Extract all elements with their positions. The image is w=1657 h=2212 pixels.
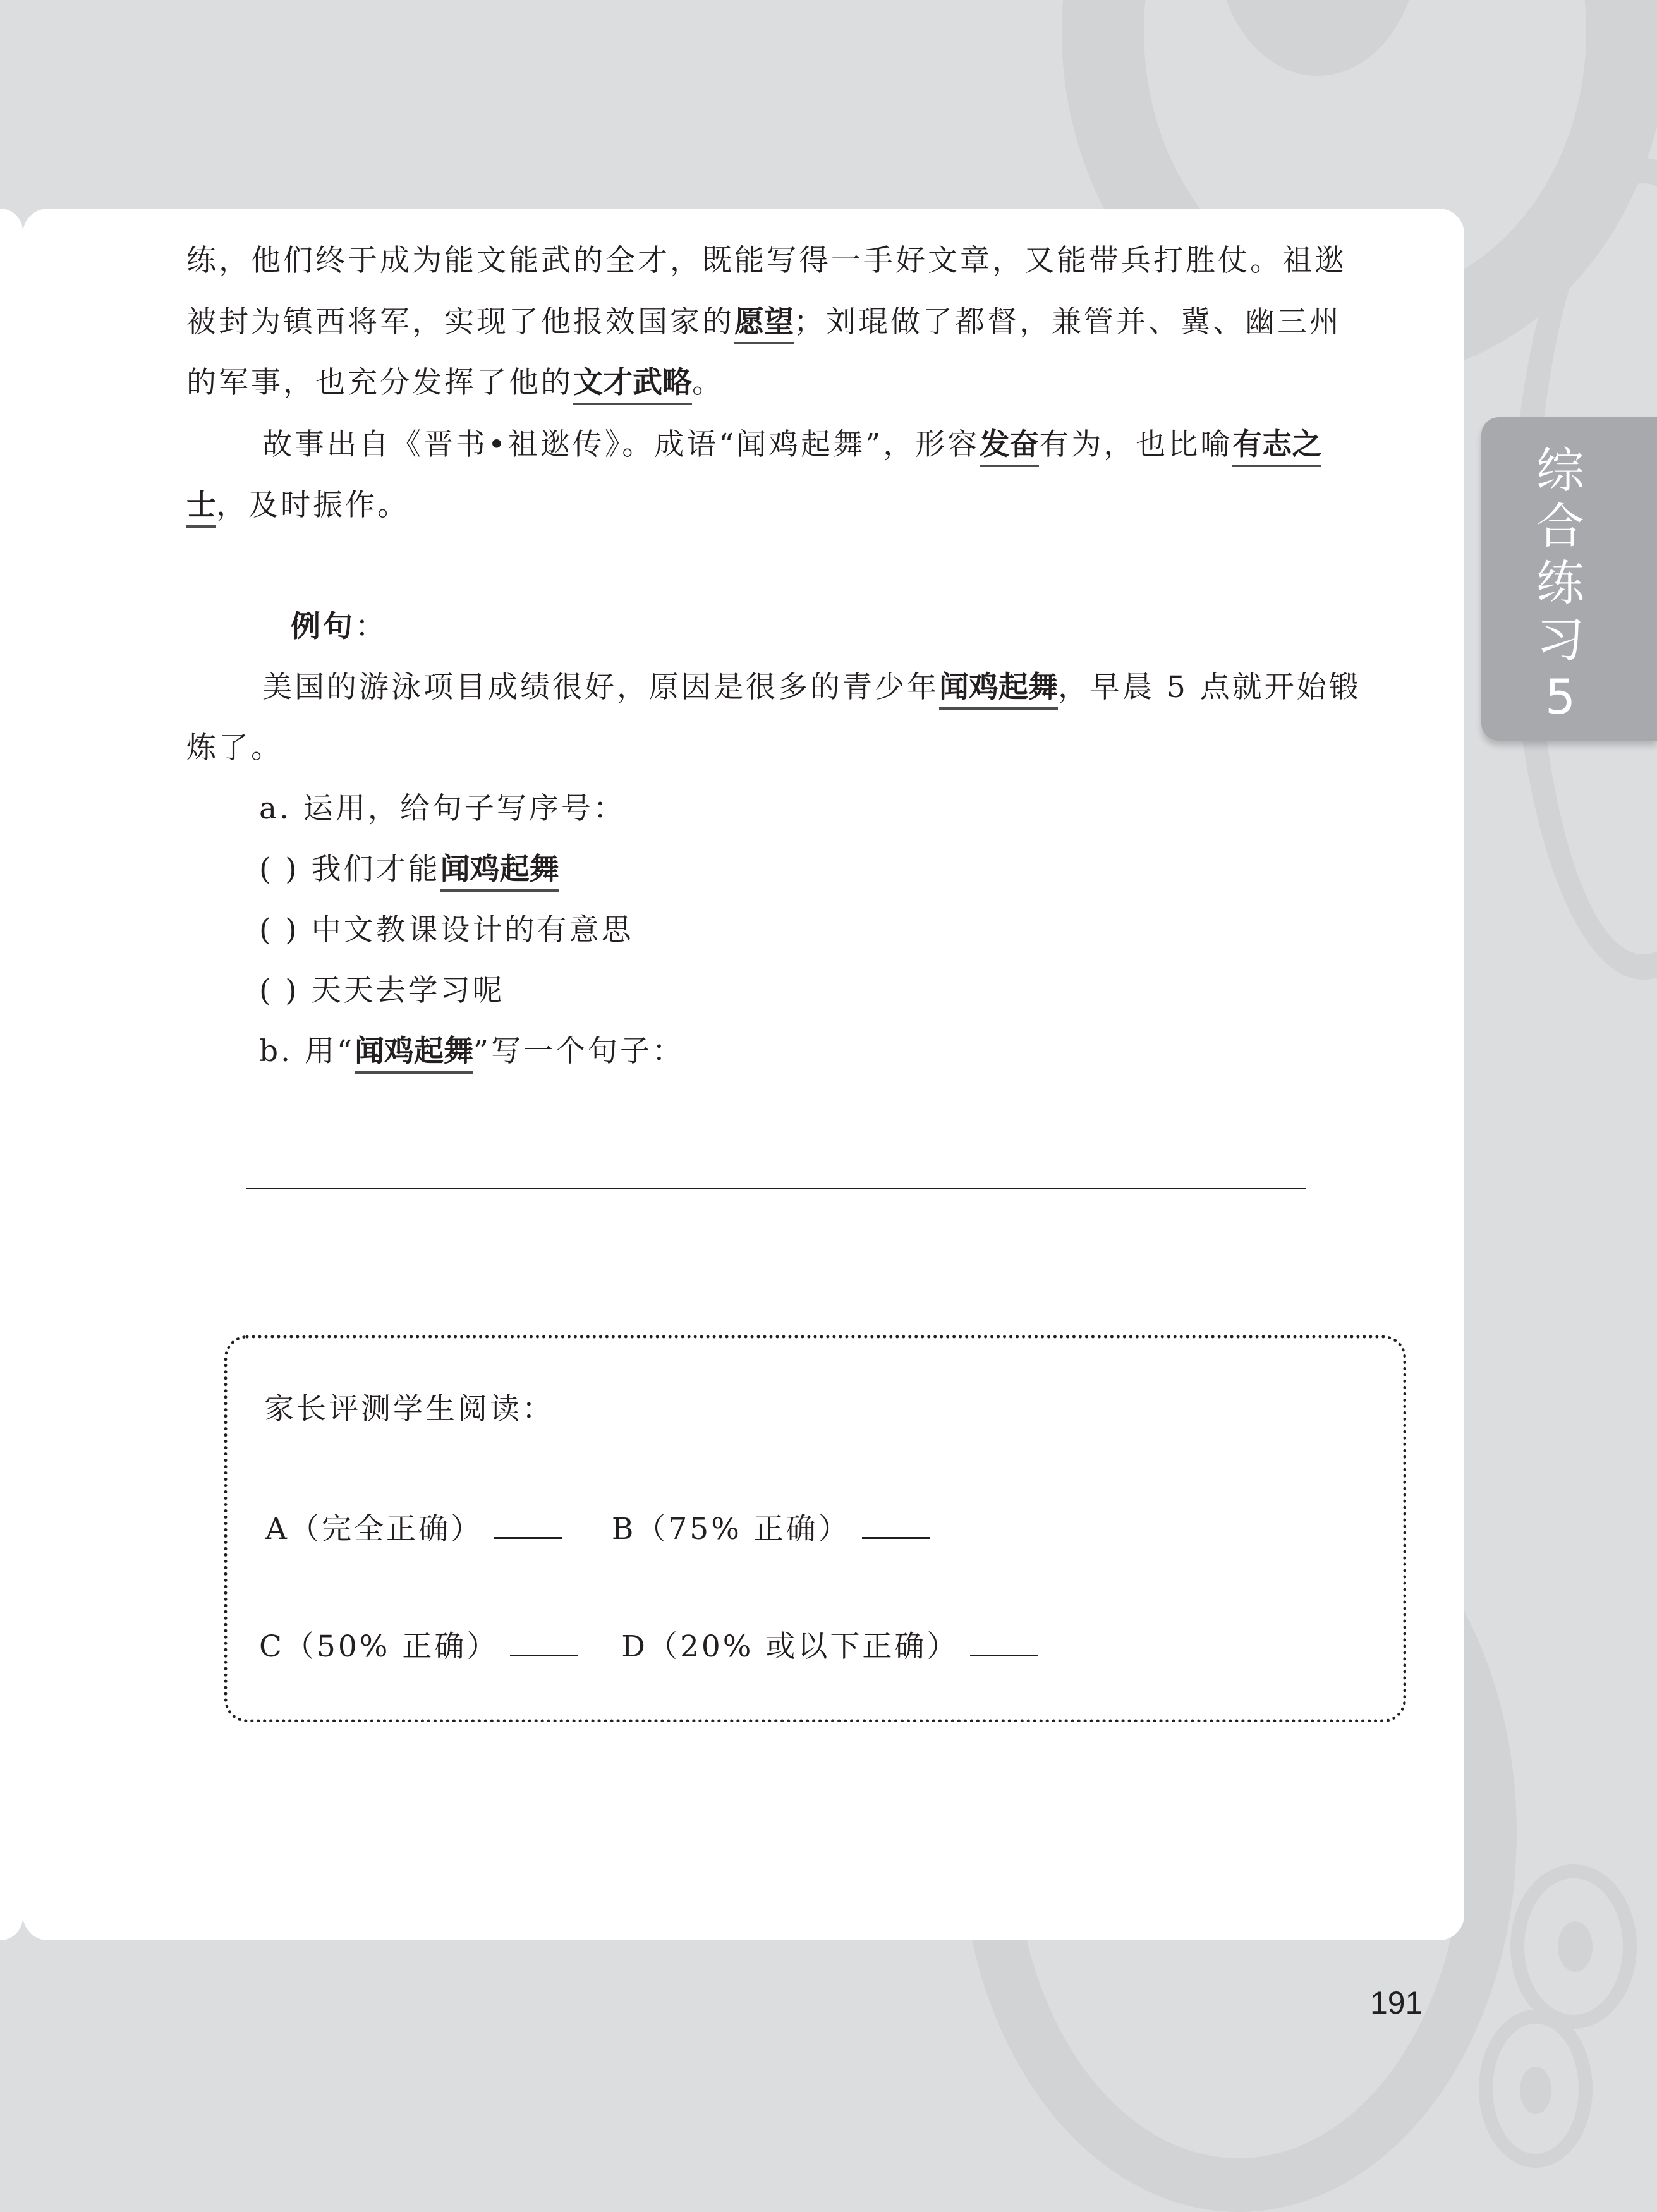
bg-circle-bottom-small-1-dot — [1558, 1921, 1593, 1972]
option-a-label: A（完全正确） — [265, 1512, 483, 1547]
vocab-yuanwang: 愿望 — [734, 305, 794, 344]
story-line-1: 练，他们终于成为能文能武的全才，既能写得一手好文章，又能带兵打胜仗。祖逖 — [186, 243, 1347, 278]
example-line-2: 炼了。 — [186, 731, 283, 765]
story-line-3-pre: 的军事，也充分发挥了他的 — [186, 365, 573, 400]
option-b-label: B（75% 正确） — [611, 1512, 851, 1547]
bg-circle-bottom-small-2-dot — [1520, 2067, 1551, 2114]
option-c-label: C（50% 正确） — [259, 1629, 499, 1664]
example-line-1 — [262, 669, 1361, 707]
option-d-blank[interactable] — [970, 1655, 1038, 1656]
option-c-blank[interactable] — [510, 1655, 578, 1656]
bg-circle-top-inner — [1217, 0, 1419, 76]
exercise-b-pre: b. 用“ — [259, 1034, 355, 1069]
order-blank-2[interactable]: ( ) — [259, 913, 300, 947]
story-line-2 — [186, 303, 1342, 341]
story-line-2-pre: 被封为镇西将军，实现了他报效国家的 — [186, 305, 734, 339]
evaluation-title: 家长评测学生阅读： — [264, 1392, 554, 1426]
example-heading-label: 例句 — [291, 609, 355, 644]
side-tab-char-1: 综 — [1536, 442, 1584, 499]
example-heading — [291, 608, 387, 646]
story-line-4 — [262, 426, 1321, 464]
side-tab-char-3: 练 — [1536, 555, 1584, 611]
exercise-item-3-text: 天天去学习呢 — [311, 973, 505, 1008]
exercise-b-post: ”写一个句子： — [473, 1034, 685, 1069]
vocab-wencaiwulue: 文才武略 — [573, 365, 692, 405]
bg-circle-bottom-small-1 — [1510, 1864, 1637, 2029]
story-line-3-post: 。 — [692, 365, 724, 400]
exercise-item-2 — [259, 911, 634, 949]
story-line-4-pre: 故事出自《晋书•祖逖传》。成语“闻鸡起舞”，形容 — [262, 427, 980, 462]
page-number: 191 — [1370, 1985, 1423, 2021]
idiom-wenjiqiwu: 闻鸡起舞 — [939, 670, 1058, 710]
order-blank-1[interactable]: ( ) — [259, 852, 300, 887]
evaluation-row-2 — [259, 1628, 1038, 1666]
exercise-item-1 — [259, 851, 559, 889]
sentence-answer-line[interactable] — [246, 1188, 1306, 1189]
chapter-side-tab — [1481, 417, 1657, 741]
example-heading-colon: ： — [355, 609, 387, 644]
side-tab-char-2: 合 — [1536, 498, 1584, 554]
exercise-item-1-text: 我们才能 — [311, 852, 440, 887]
story-line-5-post: ，及时振作。 — [216, 488, 410, 523]
option-a-blank[interactable] — [494, 1537, 562, 1539]
bg-circle-bottom-small-2 — [1479, 2010, 1593, 2168]
story-line-3 — [186, 364, 724, 402]
order-blank-3[interactable]: ( ) — [259, 973, 300, 1008]
evaluation-row-1 — [265, 1510, 930, 1548]
left-page-strip — [0, 209, 23, 1940]
option-d-label: D（20% 或以下正确） — [621, 1629, 959, 1664]
exercise-item-1-idiom: 闻鸡起舞 — [440, 852, 559, 892]
exercise-item-2-text: 中文教课设计的有意思 — [311, 913, 634, 947]
side-tab-char-4: 习 — [1536, 612, 1584, 668]
story-line-5 — [186, 487, 410, 525]
option-b-blank[interactable] — [862, 1537, 930, 1539]
story-line-2-post: ；刘琨做了都督，兼管并、冀、幽三州 — [794, 305, 1342, 339]
vocab-fafen: 发奋 — [980, 427, 1039, 467]
story-line-4-mid: 有为，也比喻 — [1039, 427, 1233, 462]
example-line-1-pre: 美国的游泳项目成绩很好，原因是很多的青少年 — [262, 670, 939, 705]
vocab-youzhizhishi-part2: 士 — [186, 488, 216, 528]
exercise-b-label — [259, 1033, 684, 1071]
exercise-item-3 — [259, 972, 505, 1010]
exercise-b-idiom: 闻鸡起舞 — [355, 1034, 473, 1074]
example-line-1-post: ，早晨 5 点就开始锻 — [1058, 670, 1361, 705]
vocab-youzhizhishi-part1: 有志之 — [1232, 427, 1321, 467]
exercise-a-label: a. 运用，给句子写序号： — [259, 791, 626, 826]
side-tab-char-5: 5 — [1545, 669, 1576, 725]
